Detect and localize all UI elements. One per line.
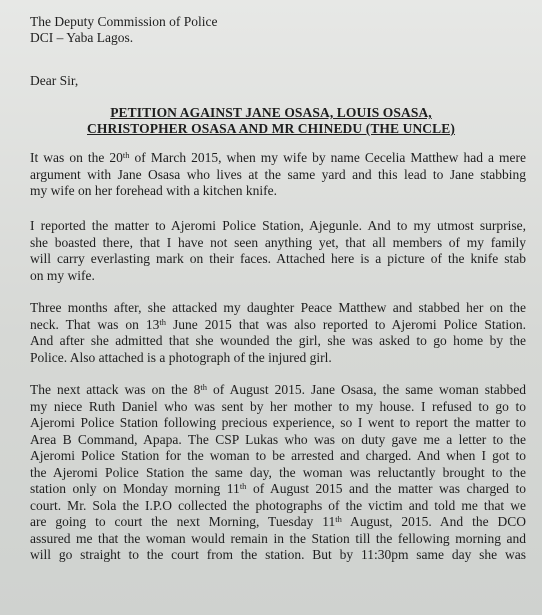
paragraph-4	[30, 382, 526, 564]
addressee-line-2: DCI – Yaba Lagos.	[30, 30, 134, 45]
text-run: of August 2015. Jane Osasa, the same woman stabbed	[207, 382, 526, 397]
paragraph-line: she boasted there, that I have not seen anything yet, that all members of my family	[30, 234, 526, 250]
paragraph-line	[30, 481, 526, 498]
paragraph-line: Three months after, she attacked my daughter Peace Matthew and stabbed her on the	[30, 300, 526, 315]
paragraph-line: assured me that the woman would remain in the Station till the fellowing morning and	[30, 530, 526, 546]
paragraph-3	[30, 300, 526, 366]
paragraph-line: my niece Ruth Daniel who was sent by her mother to my house. I refused to go to	[30, 398, 526, 414]
paragraph-line: court. Mr. Sola the I.P.O collected the photographs of the victim and told me that we	[30, 497, 526, 513]
paragraph-line: will carry everlasting mark on their faces. Attached here is a picture of the knife stab	[30, 251, 526, 266]
ordinal-suffix: th	[200, 382, 208, 392]
paragraph-line	[30, 382, 526, 399]
paragraph-line	[30, 150, 526, 167]
paragraph-line: the Ajeromi Police Station the same day, the woman was reluctantly brought to the	[30, 464, 526, 480]
paragraph-line: I reported the matter to Ajeromi Police Station, Ajegunle. And to my utmost surprise,	[30, 218, 526, 233]
paragraph-line: will go straight to the court from the station. But by 11:30pm same day she was	[30, 547, 526, 562]
paragraph-1	[30, 150, 526, 200]
paragraph-line: on my wife.	[30, 267, 95, 283]
paragraph-line: Area B Command, Apapa. The CSP Lukas who was on duty gave me a letter to the	[30, 431, 526, 447]
petition-title-line-2: CHRISTOPHER OSASA AND MR CHINEDU (THE UNCLE)	[87, 121, 455, 136]
text-run: neck. That was on 13	[30, 316, 160, 332]
ordinal-suffix: th	[335, 514, 342, 524]
text-run: August, 2015. And the DCO	[341, 514, 526, 529]
addressee-line-1: The Deputy Commission of Police	[30, 14, 218, 29]
paragraph-line: And after she admitted that she wounded the girl, she was asked to go home by the	[30, 333, 526, 348]
paragraph-line	[30, 514, 526, 531]
ordinal-suffix: th	[122, 150, 130, 160]
text-run: are going to court the next Morning, Tuesday 11	[30, 514, 336, 529]
petition-title-line-1: PETITION AGAINST JANE OSASA, LOUIS OSASA,	[110, 105, 432, 120]
text-run: of August 2015 and the matter was charged to	[246, 481, 526, 496]
paragraph-line: my wife on her forehead with a kitchen knife.	[30, 183, 278, 198]
text-run: June 2015 that was also reported to Ajeromi Police Station.	[166, 316, 526, 332]
text-run: station only on Monday morning 11	[30, 481, 240, 496]
text-run: It was on the 20	[30, 150, 123, 165]
paragraph-2	[30, 218, 526, 284]
paragraph-line: Ajeromi Police Station following precious experience, so I went to report the matter to	[30, 415, 526, 430]
ordinal-suffix: th	[239, 481, 247, 491]
salutation: Dear Sir,	[30, 73, 79, 88]
paragraph-line: Police. Also attached is a photograph of the injured girl.	[30, 349, 332, 365]
text-run: The next attack was on the 8	[30, 382, 201, 397]
paragraph-line	[30, 317, 526, 334]
text-run: of March 2015, when my wife by name Cecelia Matthew had a mere	[129, 150, 526, 165]
paragraph-line: argument with Jane Osasa who lives at the same yard and this lead to Jane stabbing	[30, 166, 526, 182]
ordinal-suffix: th	[159, 316, 167, 327]
paragraph-line: Ajeromi Police Station for the woman to be arrested and charged. And when I got to	[30, 448, 526, 463]
